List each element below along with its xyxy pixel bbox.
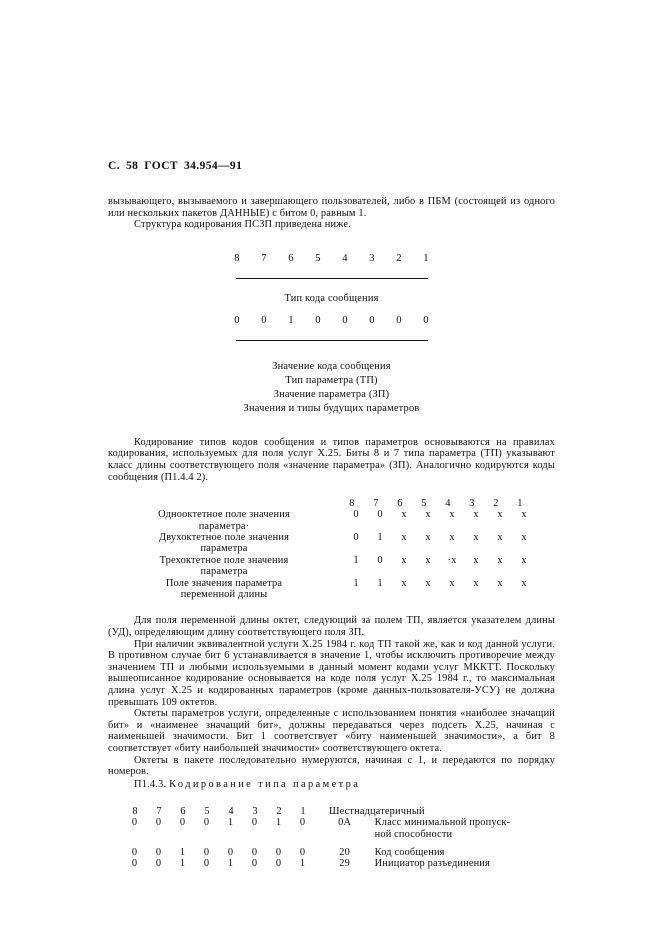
bit-value-cell: х <box>401 577 407 589</box>
bit-value-cell: 1 <box>179 858 186 870</box>
paragraph-variable-length: Для поля переменной длины октет, следующий за полем ТП, является указателем длины (УД), определяющим длину соответствующего поля ЗП. <box>108 615 555 638</box>
intro-paragraph-2: Структура кодирования ПСЗП приведена ниже. <box>134 219 351 231</box>
diagram-caption: Значение кода сообщения <box>272 360 391 372</box>
bit-value-cell: 0 <box>275 858 282 870</box>
bit-value-cell: х <box>425 531 431 543</box>
field-table-bits <box>344 509 536 520</box>
bit-value-cell: х <box>425 577 431 589</box>
bit-value-cell: х <box>473 531 479 543</box>
bit-value-cell: х <box>521 531 527 543</box>
field-table-label <box>108 532 344 555</box>
field-length-table <box>108 498 555 600</box>
bit-value-cell: 0 <box>131 858 138 870</box>
bit-value-cell: 0 <box>203 817 210 829</box>
bit-header-cell: 3 <box>369 252 375 264</box>
field-table-header-spacer <box>108 498 340 509</box>
diagram-caption: Тип параметра (ТП) <box>285 374 378 386</box>
table-row <box>108 555 555 578</box>
field-label-line1: Трехоктетное поле значения <box>159 554 289 566</box>
bit-value-cell: х <box>401 531 407 543</box>
field-table-label <box>108 578 344 601</box>
field-label-line2: переменной длины <box>180 589 268 600</box>
field-label-line1: Поле значения параметра <box>165 577 283 589</box>
bit-diagram-value-row <box>108 314 555 327</box>
diagram-caption: Значение параметра (ЗП) <box>273 388 390 400</box>
table-row <box>108 532 555 555</box>
bit-value-cell: 1 <box>275 817 282 829</box>
bit-value-cell: 0 <box>377 554 383 566</box>
bit-value-cell: х <box>401 554 407 566</box>
hex-table-bits <box>123 858 315 869</box>
bit-diagram <box>108 252 555 341</box>
bit-value-cell: 1 <box>377 531 383 543</box>
bit-header-cell: 8 <box>234 252 240 264</box>
bit-value-cell: 1 <box>299 858 306 870</box>
bit-value-cell: 0 <box>155 858 162 870</box>
bit-header-cell: 8 <box>132 805 138 817</box>
hex-description <box>375 858 555 869</box>
section-heading <box>108 778 555 791</box>
table-row <box>108 847 555 858</box>
field-label-line1: Однооктетное поле значения <box>158 509 290 521</box>
bit-header-cell: 5 <box>421 498 427 510</box>
bit-value-cell: 0 <box>155 817 162 829</box>
bit-value-cell: х <box>473 577 479 589</box>
bit-value-cell: х <box>473 554 479 566</box>
bit-value-cell: 0 <box>227 846 234 858</box>
bit-header-cell: 5 <box>315 252 321 264</box>
bit-field-title: Тип кода сообщения <box>284 292 379 304</box>
parameter-type-code-table <box>108 806 555 870</box>
coding-paragraph: Кодирование типов кодов сообщения и типов параметров основываются на правилах кодирования, используемых для поля услуг Х.25. Биты 8 и 7 типа параметра (ТП) указывают класс длины соответствующего поля «значение параметра» (ЗП). Аналогично кодируются коды сообщения (П1.4.4 2). <box>108 436 555 483</box>
bit-value-cell: 0 <box>423 314 429 326</box>
bit-value-cell: 0 <box>251 846 258 858</box>
bit-value-cell: х <box>497 554 503 566</box>
bit-header-cell: 2 <box>276 805 282 817</box>
field-label-line2: параметра <box>200 543 248 555</box>
bit-value-cell: х <box>449 577 455 589</box>
bit-value-cell: 0 <box>369 314 375 326</box>
bit-header-cell: 2 <box>396 252 402 264</box>
bit-value-cell: х <box>425 554 431 566</box>
bit-value-cell: х <box>521 577 527 589</box>
bit-value-cell: 0 <box>315 314 321 326</box>
bit-header-cell: 4 <box>445 498 451 510</box>
hex-table-bits <box>123 847 315 858</box>
diagram-rule-bottom <box>236 340 428 341</box>
bit-value-cell: 0 <box>234 314 240 326</box>
table-row <box>108 578 555 601</box>
bit-header-cell: 4 <box>342 252 348 264</box>
field-table-label <box>108 509 344 532</box>
field-table-label <box>108 555 344 578</box>
field-table-header-row <box>108 498 555 509</box>
field-table-bits <box>344 555 536 566</box>
standard-prefix: ГОСТ <box>144 160 178 172</box>
bit-value-cell: 0 <box>275 846 282 858</box>
hex-desc-line1: Класс минимальной пропуск- <box>374 817 511 829</box>
bit-header-cell: 7 <box>373 498 379 510</box>
intro-paragraph-1: вызывающего, вызываемого и завершающего пользователей, либо в ПБМ (состоящей из одного или нескольких пакетов ДАННЫЕ) с битом 0, равным 1. <box>108 196 555 219</box>
bit-value-cell: 1 <box>227 817 234 829</box>
bit-header-cell: 5 <box>204 805 210 817</box>
hex-desc-line2: ной способности <box>374 828 453 840</box>
bit-value-cell: х <box>497 577 503 589</box>
bit-header-cell: 7 <box>261 252 267 264</box>
hex-table-header-bits <box>123 806 315 817</box>
bit-value-cell: х <box>473 509 479 521</box>
bit-value-cell: 0 <box>353 509 359 521</box>
hex-description <box>375 817 555 840</box>
paragraph-octets: Октеты параметров услуги, определенные с использованием понятия «наиболее значащий бит» и «наименее значащий бит», должны передаваться через подсеть Х.25, начиная с наименьшей значимости. Бит 1 соответствует «биту наименьшей значимости», а бит 8 соответствует «биту наибольшей значимости» соответствующего октета. <box>108 708 555 754</box>
table-row <box>108 858 555 869</box>
bit-header-cell: 8 <box>349 498 355 510</box>
bit-header-cell: 3 <box>252 805 258 817</box>
bit-value-cell: 0 <box>396 314 402 326</box>
bit-diagram-header-row <box>108 252 555 265</box>
hex-value: 20 <box>339 846 350 858</box>
bit-value-cell: х <box>497 531 503 543</box>
table-row <box>108 817 555 840</box>
hex-desc-line1: Инициатор разъединения <box>374 858 490 870</box>
bit-header-cell: 2 <box>493 498 499 510</box>
bit-header-cell: 6 <box>180 805 186 817</box>
hex-table-header-row <box>108 806 555 817</box>
bit-value-cell: 0 <box>179 817 186 829</box>
bit-value-cell: 0 <box>377 509 383 521</box>
bit-value-cell: 0 <box>261 314 267 326</box>
diagram-rule-top <box>236 278 428 279</box>
bit-value-cell: 1 <box>377 577 383 589</box>
hex-description <box>375 847 555 858</box>
bit-value-cell: 0 <box>203 858 210 870</box>
bit-value-cell: 1 <box>179 846 186 858</box>
hex-value: 0A <box>338 817 352 829</box>
bit-value-cell: 1 <box>353 554 359 566</box>
paragraph-equivalent-service: При наличии эквивалентной услуги Х.25 1984 г. код ТП такой же, как и код данной услуги. В противном случае бит 6 устанавливается в значение 1, чтобы исключить противоречие между значением ТП и любыми используемыми в данный момент кодами услуг МККТТ. Поскольку вышеописанное кодирование основывается на коде поля услуг Х.25 1984 г., то максимальная длина услуг Х.25 и кодированных параметров (кроме данных-пользователя-УСУ) не должна превышать 109 октетов. <box>108 638 555 708</box>
bit-value-cell: х <box>521 509 527 521</box>
bit-value-cell: 0 <box>203 846 210 858</box>
page-label: С. <box>108 160 120 172</box>
bit-value-cell: х <box>449 531 455 543</box>
bit-header-cell: 1 <box>423 252 429 264</box>
field-table-header-bits <box>340 498 532 509</box>
bit-header-cell: 1 <box>300 805 306 817</box>
bit-header-cell: 4 <box>228 805 234 817</box>
field-table-bits <box>344 578 536 589</box>
paragraph-numbering: Октеты в пакете последовательно нумеруются, начиная с 1, и передаются по порядку номеров. <box>108 754 555 778</box>
bit-value-cell: 0 <box>251 817 258 829</box>
hex-table-bits <box>123 817 315 828</box>
standard-number: 34.954—91 <box>184 160 243 172</box>
bit-value-cell: х <box>449 509 455 521</box>
bit-value-cell: 0 <box>131 846 138 858</box>
field-label-line1: Двухоктетное поле значения <box>158 531 290 543</box>
bit-value-cell: 0 <box>342 314 348 326</box>
diagram-caption-stack <box>108 360 555 416</box>
bit-value-cell: 0 <box>299 817 306 829</box>
bit-value-cell: 0 <box>353 531 359 543</box>
diagram-caption: Значения и типы будущих параметров <box>243 402 420 414</box>
section-number: П1.4.3. <box>134 778 167 790</box>
bit-header-cell: 6 <box>288 252 294 264</box>
section-title: Кодирование типа параметра <box>169 778 361 790</box>
bit-header-cell: 7 <box>156 805 162 817</box>
bit-value-cell: 0 <box>299 846 306 858</box>
bit-value-cell: х <box>401 509 407 521</box>
field-label-line2: параметра· <box>198 520 250 532</box>
bit-value-cell: х <box>497 509 503 521</box>
bit-value-cell: 1 <box>288 314 294 326</box>
page-content <box>108 160 555 870</box>
bit-header-cell: 3 <box>469 498 475 510</box>
bit-header-cell: 1 <box>517 498 523 510</box>
hex-value: 29 <box>339 858 350 870</box>
field-table-bits <box>344 532 536 543</box>
bit-value-cell: 0 <box>251 858 258 870</box>
bit-value-cell: 1 <box>353 577 359 589</box>
bit-value-cell: 1 <box>227 858 234 870</box>
bit-value-cell: х <box>521 554 527 566</box>
bit-value-cell: 0 <box>131 817 138 829</box>
running-head <box>108 160 555 172</box>
table-row <box>108 509 555 532</box>
bit-value-cell: 0 <box>155 846 162 858</box>
bit-value-cell: х <box>425 509 431 521</box>
bit-value-cell: ·х <box>447 554 457 566</box>
hex-column-header: Шестнадцатеричный <box>329 805 425 817</box>
page-number: 58 <box>125 160 139 172</box>
hex-desc-line1: Код сообщения <box>374 846 445 858</box>
bit-header-cell: 6 <box>397 498 403 510</box>
field-label-line2: параметра <box>200 566 248 578</box>
